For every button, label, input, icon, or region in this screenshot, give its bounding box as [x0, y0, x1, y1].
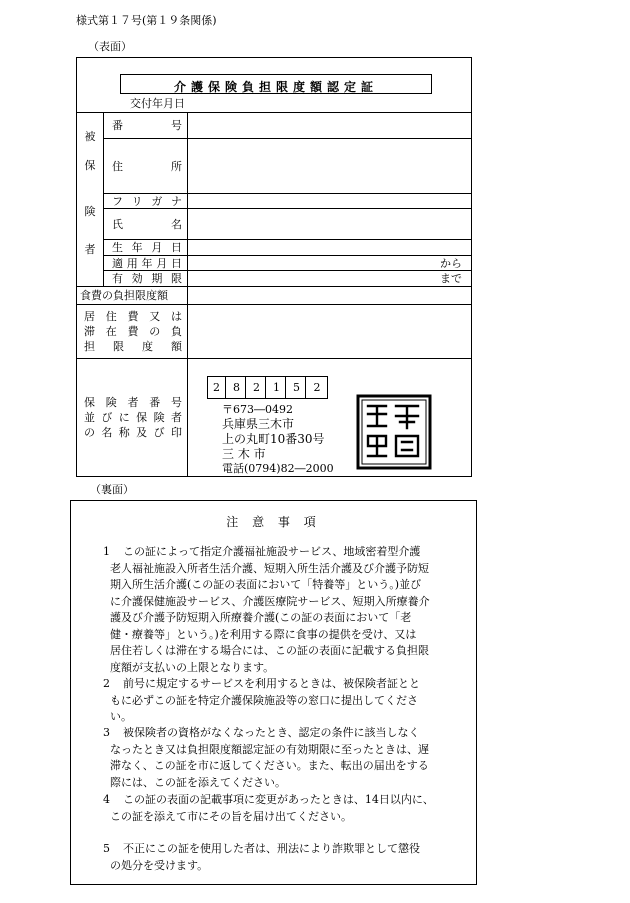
note-line: の処分を受けます。	[110, 858, 209, 872]
apply-date-suffix: から	[440, 257, 462, 270]
insurer-city: 三 木 市	[222, 447, 266, 461]
insurer-phone: 電話(0794)82―2000	[222, 462, 334, 475]
note-line: 度額が支払いの上限となります。	[110, 660, 275, 674]
field-valid-period-label: 有 効 期 限	[112, 272, 182, 285]
valid-period-suffix: まで	[440, 272, 462, 285]
note-line: 護及び介護予防短期入所療養介護(この証の表面において「老	[110, 611, 412, 624]
insurer-postal: 〒673―0492	[222, 403, 293, 416]
note-line: い。	[110, 710, 132, 723]
insurer-digit: 1	[268, 377, 286, 398]
insurer-digit: 2	[248, 377, 266, 398]
official-seal-icon	[356, 394, 432, 470]
note-number: 4	[103, 793, 110, 806]
residence-line3: 担 限 度 額	[84, 340, 182, 353]
note-line: もに必ずこの証を特定介護保険施設等の窓口に提出してくださ	[110, 693, 418, 707]
insurer-number-box	[207, 376, 328, 399]
field-apply-date-label: 適 用 年 月 日	[112, 257, 182, 270]
form-number: 様式第１７号(第１９条関係)	[76, 14, 217, 27]
note-line: この証の表面の記載事項に変更があったときは、14日以内に、	[123, 793, 434, 806]
note-line: 前号に規定するサービスを利用するときは、被保険者証とと	[123, 677, 420, 690]
notes-heading: 注 意 事 項	[226, 515, 321, 529]
note-line: 被保険者の資格がなくなったとき、認定の条件に該当しなく	[123, 726, 420, 739]
note-line: 不正にこの証を使用した者は、刑法により詐欺罪として懲役	[123, 842, 420, 855]
field-number-label: 番 号	[112, 119, 182, 132]
insurer-digit: 8	[228, 377, 246, 398]
note-line: 期入所生活介護(この証の表面において「特養等」という。)並び	[110, 578, 422, 591]
note-line: 健・療養等」という。)を利用する際に食事の提供を受け、又は	[110, 627, 417, 641]
note-number: 2	[103, 677, 110, 690]
note-line: この証によって指定介護福祉施設サービス、地域密着型介護	[123, 545, 421, 558]
note-line: 滞なく、この証を市に返してください。また、転出の届出をする	[110, 759, 429, 772]
front-label: （表面）	[88, 40, 132, 53]
insurer-digit: 2	[313, 381, 321, 394]
note-number: 1	[103, 545, 110, 558]
note-number: 5	[103, 842, 110, 855]
back-label: （裏面）	[90, 483, 134, 496]
note-line: 際には、この証を添えてください。	[110, 775, 286, 789]
note-line: 老人福祉施設入所者生活介護、短期入所生活介護及び介護予防短	[110, 561, 429, 575]
residence-line2: 滞 在 費 の 負	[84, 325, 182, 338]
insurer-address1: 兵庫県三木市	[222, 417, 295, 431]
field-address-label: 住 所	[112, 160, 182, 173]
card-title: 介護保険負担限度額認定証	[173, 80, 378, 94]
insurer-address2: 上の丸町10番30号	[222, 432, 325, 446]
insurer-line3: の 名 称 及 び 印	[84, 426, 182, 439]
note-line: なったとき又は負担限度額認定証の有効期限に至ったときは、遅	[110, 742, 429, 756]
note-line: この証を添えて市にその旨を届け出てください。	[110, 809, 352, 823]
field-birth-date-label: 生 年 月 日	[112, 241, 182, 254]
title-box	[120, 74, 432, 94]
issue-date-label: 交付年月日	[130, 97, 185, 110]
note-line: に介護保健施設サービス、介護医療院サービス、短期入所療養介	[110, 594, 430, 608]
insurer-digit: 5	[288, 377, 306, 398]
insurer-digit: 2	[208, 377, 226, 398]
residence-line1: 居 住 費 又 は	[84, 310, 182, 323]
field-name-label: 氏 名	[112, 218, 182, 231]
field-furigana-label: フ リ ガ ナ	[112, 195, 182, 208]
insured-person-label: 被 保 険 者	[84, 130, 96, 256]
food-limit-label: 食費の負担限度額	[80, 289, 168, 302]
note-line: 居住若しくは滞在する場合には、この証の表面に記載する負担限	[110, 644, 429, 657]
insurer-line2: 並 び に 保 険 者	[84, 411, 182, 424]
note-number: 3	[103, 726, 110, 739]
insurer-line1: 保 険 者 番 号	[84, 396, 182, 409]
